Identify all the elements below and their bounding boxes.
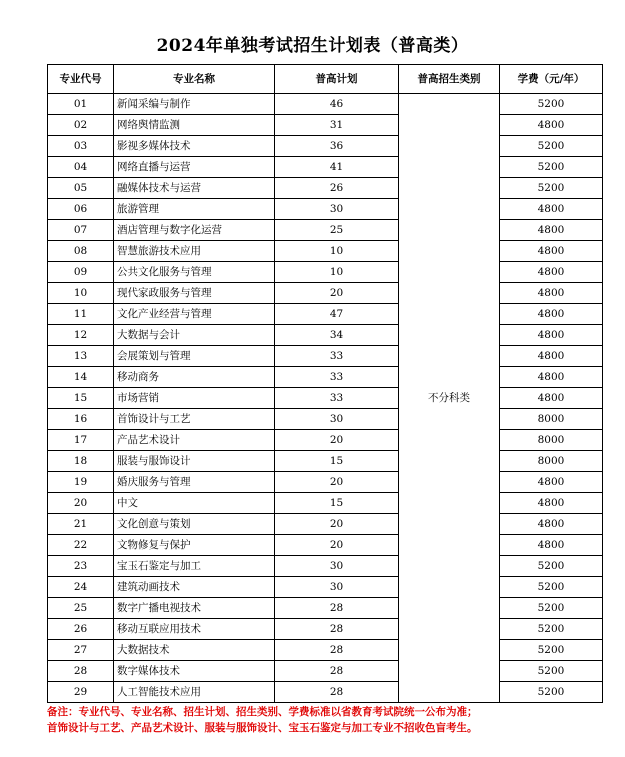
cell-tuition: 5200 xyxy=(500,661,603,682)
table-row xyxy=(48,241,603,262)
cell-name: 旅游管理 xyxy=(114,199,275,220)
cell-tuition: 5200 xyxy=(500,619,603,640)
cell-tuition: 4800 xyxy=(500,514,603,535)
cell-tuition: 4800 xyxy=(500,325,603,346)
cell-code: 27 xyxy=(48,640,114,661)
cell-name: 网络舆情监测 xyxy=(114,115,275,136)
cell-name: 文化产业经营与管理 xyxy=(114,304,275,325)
cell-code: 22 xyxy=(48,535,114,556)
cell-code: 01 xyxy=(48,94,114,115)
cell-plan: 15 xyxy=(275,451,399,472)
cell-tuition: 4800 xyxy=(500,493,603,514)
cell-tuition: 4800 xyxy=(500,535,603,556)
cell-name: 智慧旅游技术应用 xyxy=(114,241,275,262)
cell-tuition: 5200 xyxy=(500,94,603,115)
cell-plan: 20 xyxy=(275,430,399,451)
table-row xyxy=(48,661,603,682)
cell-name: 数字媒体技术 xyxy=(114,661,275,682)
header-name: 专业名称 xyxy=(114,65,275,94)
cell-code: 17 xyxy=(48,430,114,451)
table-row xyxy=(48,409,603,430)
cell-code: 10 xyxy=(48,283,114,304)
cell-code: 06 xyxy=(48,199,114,220)
cell-plan: 46 xyxy=(275,94,399,115)
cell-code: 11 xyxy=(48,304,114,325)
table-row xyxy=(48,283,603,304)
cell-name: 数字广播电视技术 xyxy=(114,598,275,619)
header-category: 普高招生类别 xyxy=(399,65,500,94)
cell-tuition: 4800 xyxy=(500,220,603,241)
cell-name: 婚庆服务与管理 xyxy=(114,472,275,493)
table-body xyxy=(48,94,603,703)
cell-name: 移动商务 xyxy=(114,367,275,388)
page-title: 2024年单独考试招生计划表（普高类） xyxy=(156,36,469,56)
cell-name: 人工智能技术应用 xyxy=(114,682,275,703)
cell-name: 公共文化服务与管理 xyxy=(114,262,275,283)
cell-name: 大数据与会计 xyxy=(114,325,275,346)
table-row xyxy=(48,178,603,199)
table-row xyxy=(48,367,603,388)
cell-plan: 30 xyxy=(275,409,399,430)
cell-plan: 28 xyxy=(275,619,399,640)
cell-tuition: 4800 xyxy=(500,115,603,136)
table-row xyxy=(48,304,603,325)
table-header-row xyxy=(48,65,603,94)
table-row xyxy=(48,325,603,346)
table-row xyxy=(48,94,603,115)
cell-name: 大数据技术 xyxy=(114,640,275,661)
cell-name: 建筑动画技术 xyxy=(114,577,275,598)
cell-plan: 30 xyxy=(275,577,399,598)
cell-plan: 28 xyxy=(275,598,399,619)
cell-plan: 36 xyxy=(275,136,399,157)
table-row xyxy=(48,157,603,178)
cell-code: 07 xyxy=(48,220,114,241)
table-row xyxy=(48,472,603,493)
cell-code: 09 xyxy=(48,262,114,283)
cell-tuition: 5200 xyxy=(500,136,603,157)
cell-name: 文物修复与保护 xyxy=(114,535,275,556)
cell-tuition: 4800 xyxy=(500,262,603,283)
cell-name: 现代家政服务与管理 xyxy=(114,283,275,304)
cell-name: 移动互联应用技术 xyxy=(114,619,275,640)
table-row xyxy=(48,115,603,136)
cell-tuition: 5200 xyxy=(500,640,603,661)
cell-name: 产品艺术设计 xyxy=(114,430,275,451)
cell-tuition: 4800 xyxy=(500,304,603,325)
cell-tuition: 8000 xyxy=(500,430,603,451)
cell-code: 13 xyxy=(48,346,114,367)
header-plan: 普高计划 xyxy=(275,65,399,94)
cell-tuition: 4800 xyxy=(500,472,603,493)
cell-name: 宝玉石鉴定与加工 xyxy=(114,556,275,577)
cell-code: 14 xyxy=(48,367,114,388)
cell-plan: 28 xyxy=(275,640,399,661)
table-row xyxy=(48,493,603,514)
cell-plan: 33 xyxy=(275,346,399,367)
cell-name: 文化创意与策划 xyxy=(114,514,275,535)
cell-plan: 30 xyxy=(275,556,399,577)
cell-code: 15 xyxy=(48,388,114,409)
cell-tuition: 5200 xyxy=(500,682,603,703)
cell-tuition: 5200 xyxy=(500,556,603,577)
cell-code: 18 xyxy=(48,451,114,472)
cell-tuition: 4800 xyxy=(500,388,603,409)
cell-code: 03 xyxy=(48,136,114,157)
cell-name: 酒店管理与数字化运营 xyxy=(114,220,275,241)
cell-plan: 34 xyxy=(275,325,399,346)
header-tuition: 学费（元/年） xyxy=(500,65,603,94)
cell-name: 新闻采编与制作 xyxy=(114,94,275,115)
cell-plan: 20 xyxy=(275,472,399,493)
cell-code: 20 xyxy=(48,493,114,514)
cell-plan: 10 xyxy=(275,262,399,283)
cell-plan: 33 xyxy=(275,388,399,409)
cell-plan: 10 xyxy=(275,241,399,262)
remarks-line-1: 备注：专业代号、专业名称、招生计划、招生类别、学费标准以省教育考试院统一公布为准； xyxy=(47,706,478,718)
cell-code: 04 xyxy=(48,157,114,178)
table-row xyxy=(48,199,603,220)
cell-code: 24 xyxy=(48,577,114,598)
cell-name: 服装与服饰设计 xyxy=(114,451,275,472)
cell-plan: 30 xyxy=(275,199,399,220)
cell-tuition: 5200 xyxy=(500,577,603,598)
cell-name: 网络直播与运营 xyxy=(114,157,275,178)
cell-plan: 28 xyxy=(275,682,399,703)
cell-plan: 31 xyxy=(275,115,399,136)
cell-plan: 20 xyxy=(275,283,399,304)
table-row xyxy=(48,619,603,640)
cell-plan: 47 xyxy=(275,304,399,325)
cell-tuition: 4800 xyxy=(500,283,603,304)
cell-code: 29 xyxy=(48,682,114,703)
table-row xyxy=(48,556,603,577)
cell-plan: 26 xyxy=(275,178,399,199)
cell-code: 23 xyxy=(48,556,114,577)
cell-plan: 41 xyxy=(275,157,399,178)
cell-tuition: 8000 xyxy=(500,451,603,472)
cell-code: 25 xyxy=(48,598,114,619)
cell-plan: 28 xyxy=(275,661,399,682)
cell-code: 02 xyxy=(48,115,114,136)
cell-code: 19 xyxy=(48,472,114,493)
remarks-line-2: 首饰设计与工艺、产品艺术设计、服装与服饰设计、宝玉石鉴定与加工专业不招收色盲考生。 xyxy=(47,722,478,734)
cell-code: 08 xyxy=(48,241,114,262)
cell-code: 05 xyxy=(48,178,114,199)
cell-name: 市场营销 xyxy=(114,388,275,409)
cell-plan: 33 xyxy=(275,367,399,388)
table-row xyxy=(48,388,603,409)
cell-tuition: 5200 xyxy=(500,598,603,619)
cell-tuition: 4800 xyxy=(500,346,603,367)
cell-tuition: 8000 xyxy=(500,409,603,430)
cell-code: 28 xyxy=(48,661,114,682)
cell-code: 21 xyxy=(48,514,114,535)
cell-tuition: 5200 xyxy=(500,157,603,178)
table-row xyxy=(48,535,603,556)
table-row xyxy=(48,514,603,535)
table-row xyxy=(48,451,603,472)
cell-tuition: 5200 xyxy=(500,178,603,199)
cell-plan: 20 xyxy=(275,535,399,556)
cell-plan: 20 xyxy=(275,514,399,535)
table-row xyxy=(48,598,603,619)
cell-name: 融媒体技术与运营 xyxy=(114,178,275,199)
remarks-note xyxy=(47,704,577,736)
table-row xyxy=(48,640,603,661)
cell-plan: 25 xyxy=(275,220,399,241)
table-row xyxy=(48,136,603,157)
cell-tuition: 4800 xyxy=(500,199,603,220)
table-row xyxy=(48,577,603,598)
cell-tuition: 4800 xyxy=(500,367,603,388)
cell-plan: 15 xyxy=(275,493,399,514)
cell-name: 会展策划与管理 xyxy=(114,346,275,367)
table-row xyxy=(48,346,603,367)
cell-tuition: 4800 xyxy=(500,241,603,262)
table-row xyxy=(48,220,603,241)
header-code: 专业代号 xyxy=(48,65,114,94)
table-row xyxy=(48,682,603,703)
table-row xyxy=(48,262,603,283)
enrollment-plan-table xyxy=(47,64,603,703)
cell-name: 影视多媒体技术 xyxy=(114,136,275,157)
cell-code: 26 xyxy=(48,619,114,640)
cell-name: 首饰设计与工艺 xyxy=(114,409,275,430)
table-row xyxy=(48,430,603,451)
cell-code: 16 xyxy=(48,409,114,430)
cell-category: 不分科类 xyxy=(399,94,500,703)
cell-code: 12 xyxy=(48,325,114,346)
cell-name: 中文 xyxy=(114,493,275,514)
